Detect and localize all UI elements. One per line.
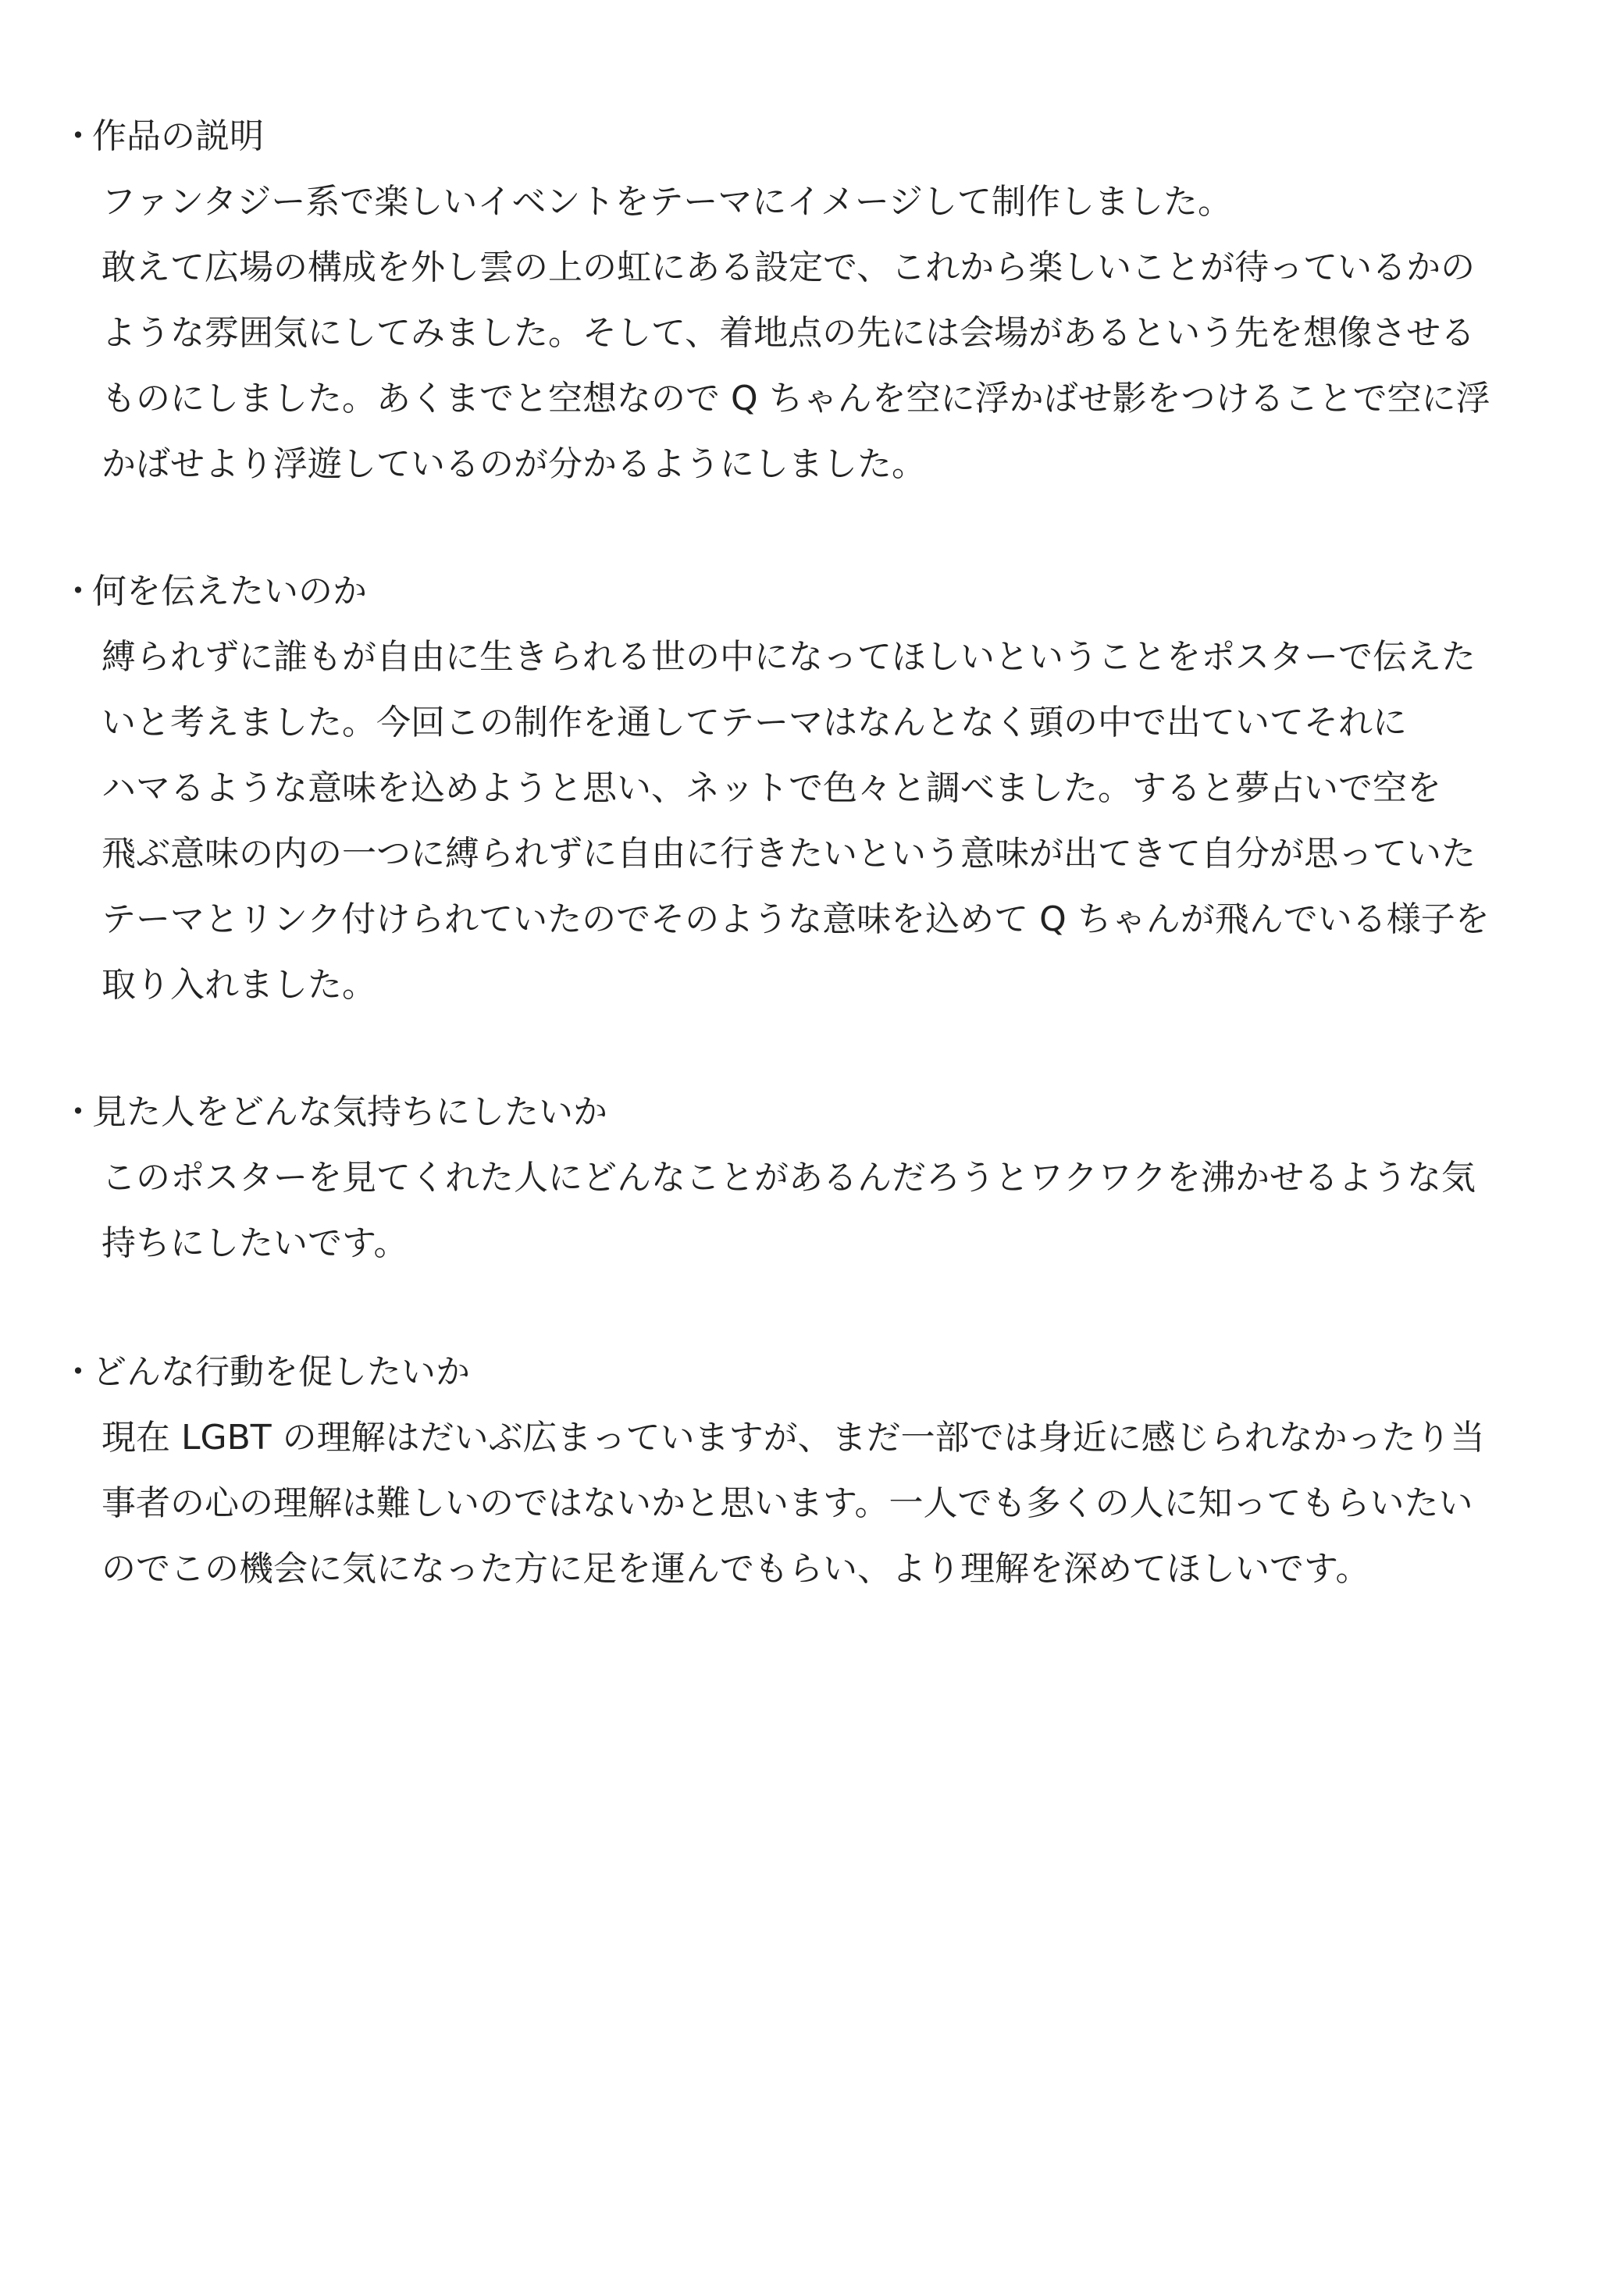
bullet-icon: ・ xyxy=(61,116,95,156)
paragraph-line: 敢えて広場の構成を外し雲の上の虹にある設定で、これから楽しいことが待っているかの xyxy=(102,247,1476,287)
section-heading xyxy=(61,104,1583,169)
section-desired-action xyxy=(61,1340,1583,1602)
section-work-description xyxy=(61,104,1583,497)
paragraph-line: ものにしました。あくまでと空想なので Q ちゃんを空に浮かばせ影をつけることで空に浮 xyxy=(102,379,1490,418)
paragraph-line: 縛られずに誰もが自由に生きられる世の中になってほしいということをポスターで伝えた xyxy=(102,637,1476,677)
paragraph-line: ハマるような意味を込めようと思い、ネットで色々と調べました。すると夢占いで空を xyxy=(102,768,1441,808)
heading-text: 見た人をどんな気持ちにしたいか xyxy=(92,1092,607,1132)
bullet-icon: ・ xyxy=(61,1352,95,1392)
paragraph-line: 持ちにしたいです。 xyxy=(102,1223,408,1263)
section-heading xyxy=(61,559,1583,625)
section-viewer-feeling xyxy=(61,1080,1583,1276)
paragraph-line: 取り入れました。 xyxy=(102,965,376,1005)
section-message xyxy=(61,559,1583,1018)
bullet-icon: ・ xyxy=(61,571,95,611)
paragraph-line: テーマとリンク付けられていたのでそのような意味を込めて Q ちゃんが飛んでいる様子を xyxy=(102,899,1490,939)
heading-text: 作品の説明 xyxy=(92,116,264,156)
paragraph-line: 事者の心の理解は難しいのではないかと思います。一人でも多くの人に知ってもらいたい xyxy=(102,1483,1473,1523)
paragraph-line: ファンタジー系で楽しいイベントをテーマにイメージして制作しました。 xyxy=(102,182,1233,222)
paragraph-line: ような雰囲気にしてみました。そして、着地点の先には会場があるという先を想像させる xyxy=(102,313,1476,353)
paragraph-line: 飛ぶ意味の内の一つに縛られずに自由に行きたいという意味が出てきて自分が思っていた xyxy=(102,834,1476,874)
heading-text: どんな行動を促したいか xyxy=(92,1352,470,1392)
paragraph-line: いと考えました。今回この制作を通してテーマはなんとなく頭の中で出ていてそれに xyxy=(102,703,1407,742)
section-heading xyxy=(61,1080,1583,1145)
paragraph-line: このポスターを見てくれた人にどんなことがあるんだろうとワクワクを沸かせるような気 xyxy=(102,1158,1476,1198)
paragraph-line: のでこの機会に気になった方に足を運んでもらい、より理解を深めてほしいです。 xyxy=(102,1549,1370,1589)
heading-text: 何を伝えたいのか xyxy=(92,571,367,611)
paragraph-line: 現在 LGBT の理解はだいぶ広まっていますが、まだ一部では身近に感じられなかったり当 xyxy=(102,1418,1485,1458)
bullet-icon: ・ xyxy=(61,1092,95,1132)
paragraph-line: かばせより浮遊しているのが分かるようにしました。 xyxy=(102,444,926,484)
section-heading xyxy=(61,1340,1583,1405)
